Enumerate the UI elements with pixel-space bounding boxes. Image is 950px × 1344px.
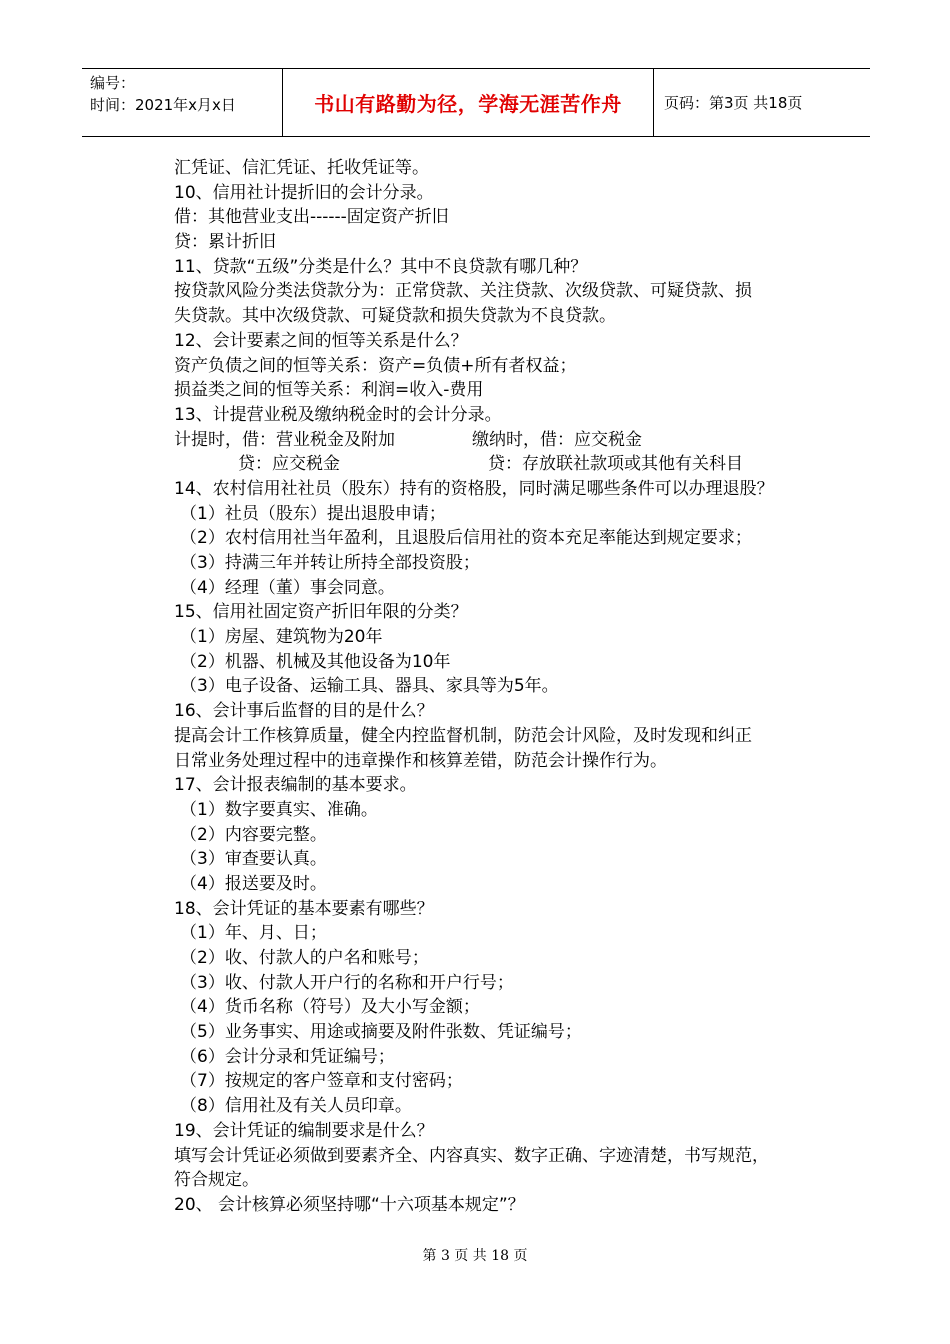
header-meta: [82, 69, 283, 136]
text-line: 汇凭证、信汇凭证、托收凭证等。: [174, 158, 429, 178]
text-line: 损益类之间的恒等关系：利润=收入-费用: [174, 380, 484, 401]
list-item: （8）信用社及有关人员印章。: [180, 1096, 412, 1117]
text-line: 符合规定。: [174, 1170, 259, 1191]
text-line: 15、信用社固定资产折旧年限的分类？: [174, 602, 468, 623]
list-item: （1）数字要真实、准确。: [180, 799, 378, 820]
list-item: （6）会计分录和凭证编号；: [180, 1046, 395, 1067]
payment-credit: 贷：存放联社款项或其他有关科目: [488, 454, 743, 475]
accrual-debit: 计提时，借：营业税金及附加: [174, 429, 395, 450]
text-line: 16、会计事后监督的目的是什么？: [174, 701, 434, 722]
list-item: （2）机器、机械及其他设备为10年: [180, 651, 451, 672]
list-item: （2）农村信用社当年盈利，且退股后信用社的资本充足率能达到规定要求；: [180, 528, 752, 549]
text-line: 资产负债之间的恒等关系：资产=负债+所有者权益；: [174, 355, 577, 376]
list-item: （5）业务事实、用途或摘要及附件张数、凭证编号；: [180, 1022, 582, 1043]
date-line: 时间：2021年x月x日: [90, 96, 236, 114]
text-line: 借：其他营业支出------固定资产折旧: [174, 207, 449, 228]
text-line: 失贷款。其中次级贷款、可疑贷款和损失贷款为不良贷款。: [174, 306, 616, 327]
list-item: （3）收、付款人开户行的名称和开户行号；: [180, 972, 514, 993]
list-item: （1）年、月、日；: [180, 923, 327, 944]
text-line: 20、 会计核算必须坚持哪“十六项基本规定”？: [174, 1194, 525, 1215]
list-item: （4）经理（董）事会同意。: [180, 577, 395, 598]
text-line: 日常业务处理过程中的违章操作和核算差错，防范会计操作行为。: [174, 750, 667, 771]
text-line: 提高会计工作核算质量，健全内控监督机制，防范会计风险，及时发现和纠正: [174, 725, 752, 746]
list-item: （4）报送要及时。: [180, 873, 327, 894]
list-item: （2）收、付款人的户名和账号；: [180, 948, 429, 968]
list-item: （2）内容要完整。: [180, 824, 327, 845]
page-footer: 第 3 页 共 18 页: [422, 1248, 528, 1264]
tax-credit-line: [174, 452, 834, 477]
payment-debit: 缴纳时，借：应交税金: [472, 429, 642, 450]
text-line: 10、信用社计提折旧的会计分录。: [174, 182, 434, 203]
text-line: 按贷款风险分类法贷款分为：正常贷款、关注贷款、次级贷款、可疑贷款、损: [174, 281, 752, 302]
accrual-credit: 贷：应交税金: [238, 454, 340, 475]
list-item: （3）审查要认真。: [180, 849, 327, 870]
text-line: 11、贷款“五级”分类是什么？其中不良贷款有哪几种？: [174, 256, 588, 277]
document-body: [174, 156, 834, 1218]
header-page-info: 页码：第3页 共18页: [664, 94, 803, 112]
header-motto: 书山有路勤为径，学海无涯苦作舟: [283, 69, 654, 136]
text-line: 14、农村信用社社员（股东）持有的资格股，同时满足哪些条件可以办理退股？: [174, 478, 774, 499]
number-label: 编号：: [90, 74, 136, 92]
text-line: 17、会计报表编制的基本要求。: [174, 775, 417, 796]
list-item: （1）社员（股东）提出退股申请；: [180, 503, 446, 524]
text-line: 贷：累计折旧: [174, 232, 276, 253]
list-item: （4）货币名称（符号）及大小写金额；: [180, 997, 480, 1018]
text-line: 18、会计凭证的基本要素有哪些？: [174, 898, 434, 919]
tax-debit-line: [174, 428, 834, 453]
text-line: 填写会计凭证必须做到要素齐全、内容真实、数字正确、字迹清楚，书写规范，: [174, 1145, 769, 1166]
list-item: （1）房屋、建筑物为20年: [180, 627, 383, 648]
list-item: （3）持满三年并转让所持全部投资股；: [180, 553, 480, 573]
list-item: （7）按规定的客户签章和支付密码；: [180, 1071, 463, 1092]
text-line: 13、计提营业税及缴纳税金时的会计分录。: [174, 404, 502, 425]
text-line: 19、会计凭证的编制要求是什么？: [174, 1120, 434, 1141]
page-header: [82, 68, 870, 137]
list-item: （3）电子设备、运输工具、器具、家具等为5年。: [180, 676, 559, 697]
text-line: 12、会计要素之间的恒等关系是什么？: [174, 330, 468, 351]
